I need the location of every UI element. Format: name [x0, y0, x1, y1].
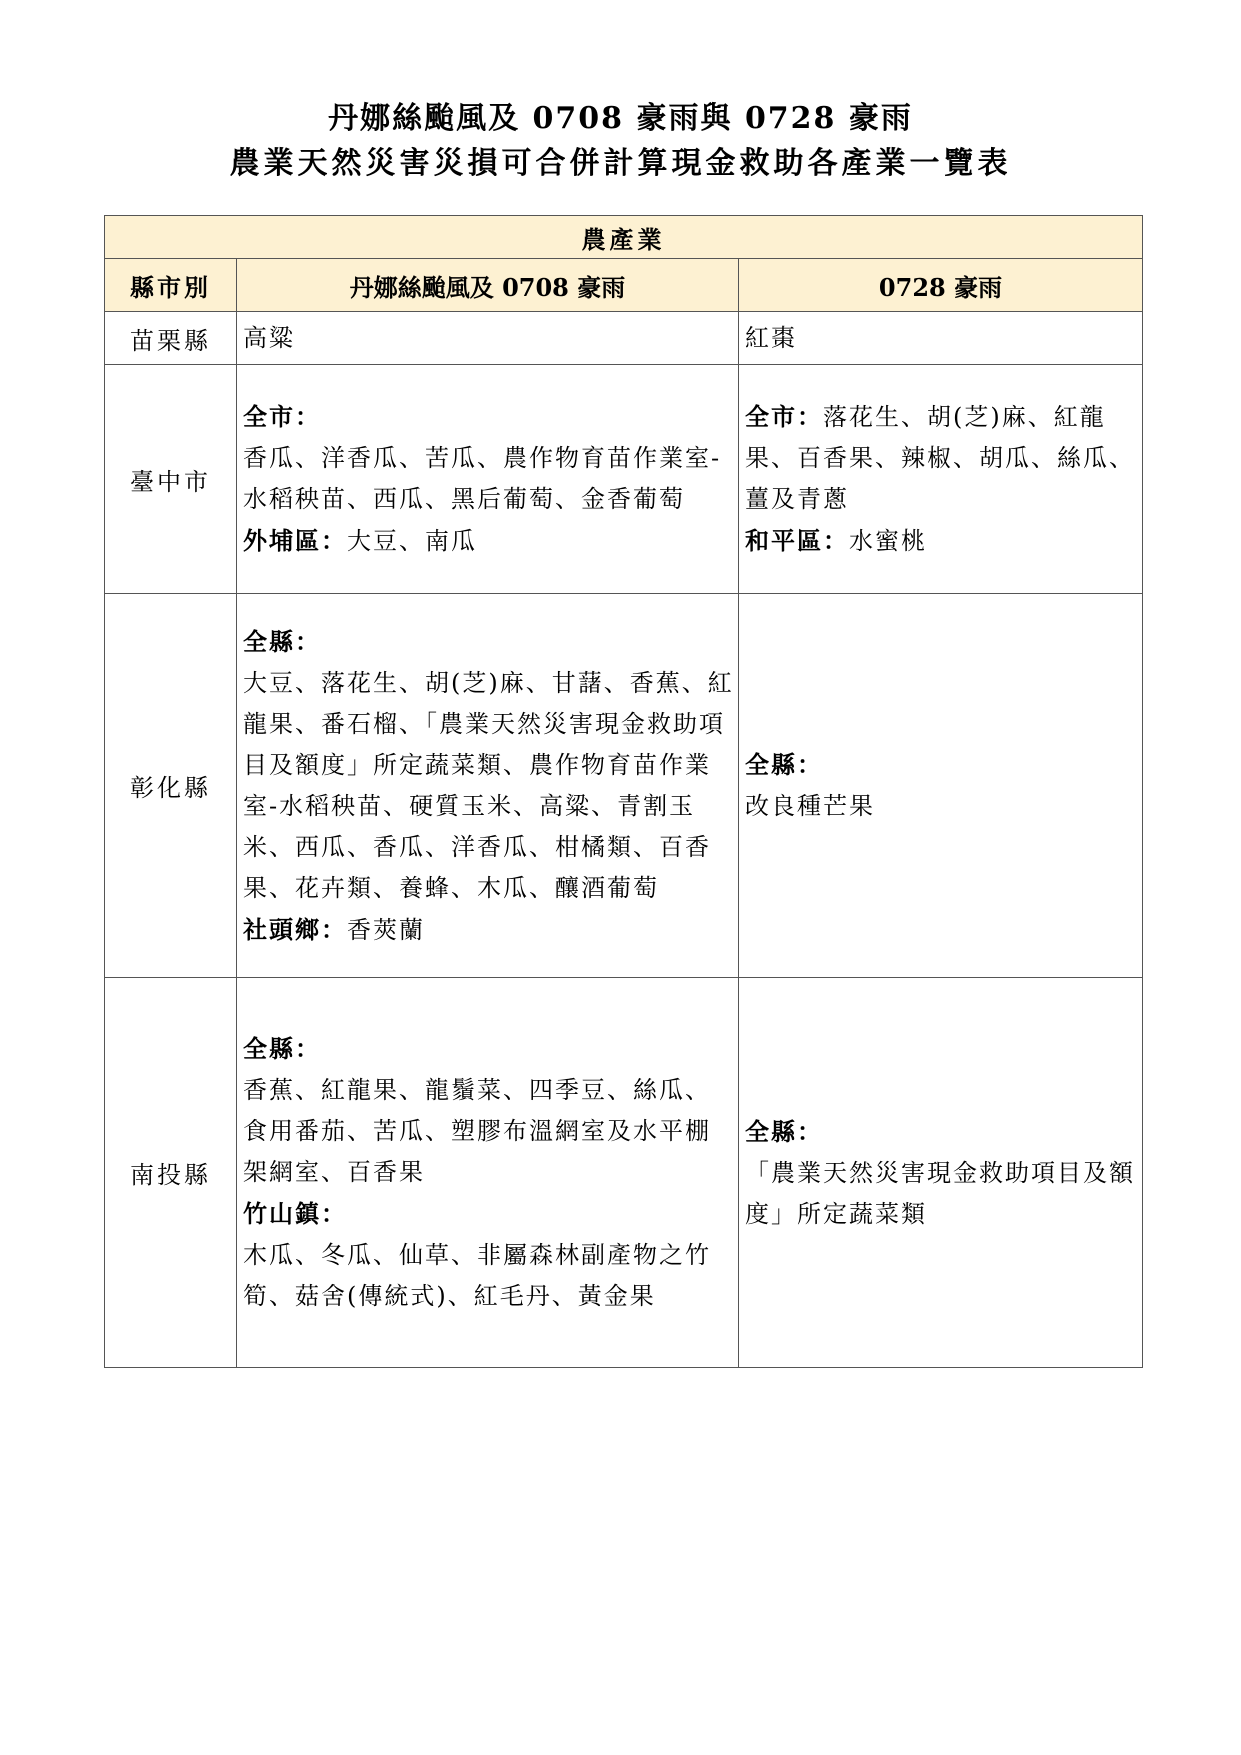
item-paragraph: [243, 318, 734, 359]
item-paragraph: [745, 318, 1138, 359]
danas-items-cell: [237, 312, 739, 365]
area-label: 全市：: [745, 402, 823, 431]
item-paragraph: [243, 1193, 734, 1235]
item-paragraph: [745, 396, 1138, 520]
crop-list: 木瓜、冬瓜、仙草、非屬森林副產物之竹筍、菇舍(傳統式)、紅毛丹、黃金果: [243, 1241, 711, 1310]
area-label: 全市：: [243, 402, 321, 431]
crop-list: 「農業天然災害現金救助項目及額度」所定蔬菜類: [745, 1158, 1135, 1228]
danas-items-cell: [237, 594, 739, 978]
area-label: 全縣：: [243, 1034, 321, 1063]
danas-items-cell: [237, 365, 739, 594]
crop-list: 香瓜、洋香瓜、苦瓜、農作物育苗作業室-水稻秧苗、西瓜、黑后葡萄、金香葡萄: [243, 444, 722, 513]
table-row: [105, 594, 1143, 978]
crop-list: 落花生、胡(芝)麻、紅龍果、百香果、辣椒、胡瓜、絲瓜、薑及青蔥: [745, 403, 1135, 513]
area-label: 外埔區：: [243, 526, 347, 555]
crop-list: 香莢蘭: [347, 915, 425, 944]
area-label: 竹山鎮：: [243, 1199, 347, 1228]
column-header-0728: 0728 豪雨: [739, 259, 1143, 312]
document-title-line2: 農業天然災害災損可合併計算現金救助各產業一覽表: [229, 146, 1012, 181]
item-paragraph: [243, 1235, 734, 1317]
item-paragraph: [745, 786, 1138, 827]
table-row: [105, 365, 1143, 594]
document-title-line1: 丹娜絲颱風及 0708 豪雨與 0728 豪雨: [328, 101, 913, 136]
crop-list: 高粱: [243, 323, 295, 352]
item-paragraph: [243, 520, 734, 562]
item-paragraph: [243, 1028, 734, 1070]
rain-0728-items-cell: [739, 365, 1143, 594]
area-label: 社頭鄉：: [243, 914, 347, 944]
item-paragraph: [243, 621, 734, 663]
rain-0728-items-cell: [739, 978, 1143, 1368]
item-paragraph: [243, 396, 734, 438]
county-cell: 臺中市: [105, 365, 237, 594]
item-paragraph: [243, 909, 734, 951]
area-label: 全縣：: [243, 626, 321, 656]
item-paragraph: [745, 744, 1138, 786]
rain-0728-items-cell: [739, 594, 1143, 978]
county-cell: 彰化縣: [105, 594, 237, 978]
item-paragraph: [243, 438, 734, 520]
crop-list: 水蜜桃: [849, 527, 927, 555]
item-paragraph: [745, 1111, 1138, 1153]
crop-list: 香蕉、紅龍果、龍鬚菜、四季豆、絲瓜、食用番茄、苦瓜、塑膠布溫網室及水平棚架網室、百香果: [243, 1076, 711, 1186]
table-row: [105, 312, 1143, 365]
area-label: 和平區：: [745, 526, 849, 555]
crop-list: 改良種芒果: [745, 792, 875, 820]
table-row: [105, 978, 1143, 1368]
sector-header: 農產業: [105, 216, 1143, 259]
item-paragraph: [243, 1070, 734, 1193]
county-cell: 南投縣: [105, 978, 237, 1368]
item-paragraph: [243, 663, 734, 909]
column-header-county: 縣市別: [105, 259, 237, 312]
county-cell: 苗栗縣: [105, 312, 237, 365]
column-header-danas-0708: 丹娜絲颱風及 0708 豪雨: [237, 259, 739, 312]
crop-list: 大豆、落花生、胡(芝)麻、甘藷、香蕉、紅龍果、番石榴、「農業天然災害現金救助項目及額度」所定蔬菜類、農作物育苗作業室-水稻秧苗、硬質玉米、高粱、青割玉米、西瓜、香瓜、洋香瓜、柑橘類、百香果、花卉類、養蜂、木瓜、釀酒葡萄: [243, 668, 734, 902]
crop-list: 大豆、南瓜: [347, 527, 477, 555]
area-label: 全縣：: [745, 750, 823, 779]
danas-items-cell: [237, 978, 739, 1368]
item-paragraph: [745, 1153, 1138, 1235]
rain-0728-items-cell: [739, 312, 1143, 365]
crop-list: 紅棗: [745, 324, 797, 352]
item-paragraph: [745, 520, 1138, 562]
relief-industry-table: [104, 215, 1143, 1368]
area-label: 全縣：: [745, 1116, 823, 1146]
